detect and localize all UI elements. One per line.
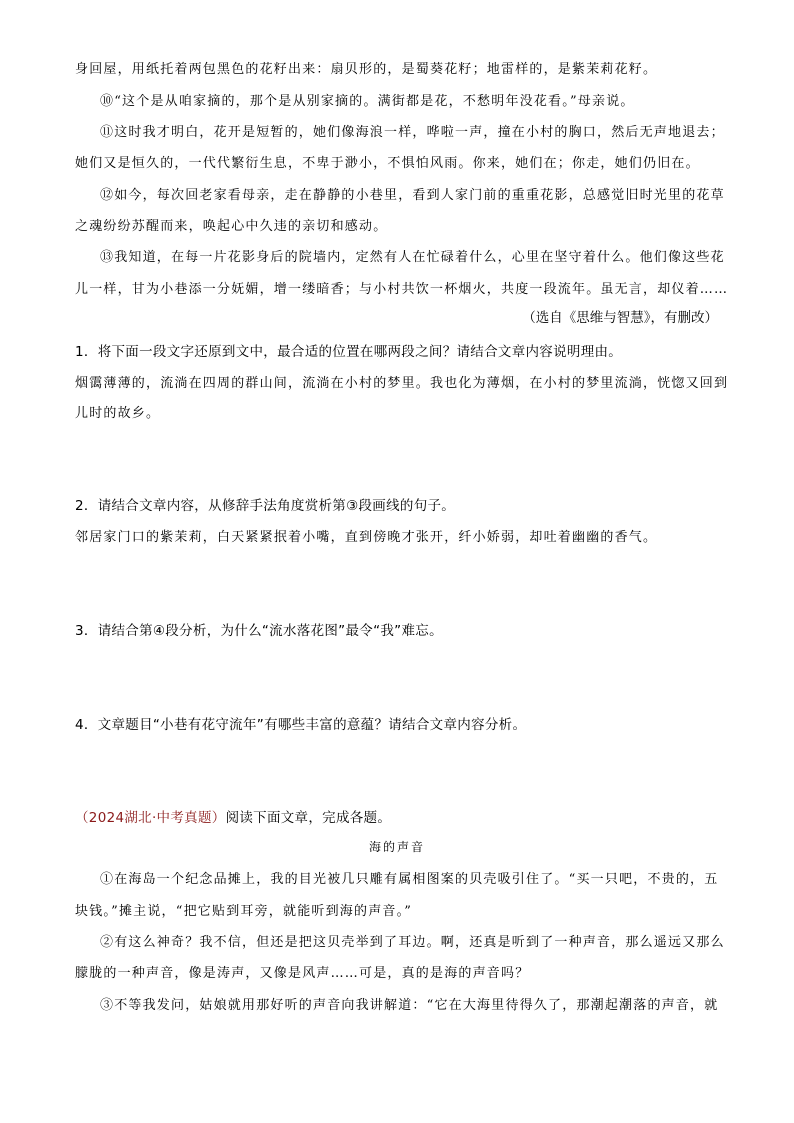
article-title: 海的声音 xyxy=(368,840,425,854)
exam-source-tag: （2024湖北·中考真题） xyxy=(75,810,226,826)
essay-paragraph-11: ⑪这时我才明白，花开是短暂的，她们像海浪一样，哗啦一声，撞在小村的胸口，然后无声地退去； xyxy=(100,125,725,140)
article-paragraph-2: ②有这么神奇？我不信，但还是把这贝壳举到了耳边。啊，还真是听到了一种声音，那么遥远又那么 xyxy=(100,935,725,950)
essay-paragraph-13: ⑬我知道，在每一片花影身后的院墙内，定然有人在忙碌着什么，心里在坚守着什么。他们像这些花 xyxy=(100,250,725,265)
question-1: 1．将下面一段文字还原到文中，最合适的位置在哪两段之间？请结合文章内容说明理由。 xyxy=(75,344,623,360)
essay-line: 她们又是恒久的，一代代繁衍生息，不卑于渺小，不惧怕风雨。你来，她们在；你走，她们仍旧在。 xyxy=(75,156,700,171)
essay-line: 之魂纷纷苏醒而来，唤起心中久违的亲切和感动。 xyxy=(75,219,388,234)
section-header xyxy=(75,806,391,826)
article-line: 朦胧的一种声音，像是涛声，又像是风声……可是，真的是海的声音吗？ xyxy=(75,966,530,981)
question-2: 2．请结合文章内容，从修辞手法角度赏析第③段画线的句子。 xyxy=(75,498,456,514)
essay-source: （选自《思维与智慧》，有删改） xyxy=(522,310,718,326)
question-3: 3．请结合第④段分析，为什么“流水落花图”最令“我”难忘。 xyxy=(75,623,443,639)
question-1-quote: 儿时的故乡。 xyxy=(75,406,161,421)
question-1-quote: 烟霭薄薄的，流淌在四周的群山间，流淌在小村的梦里。我也化为薄烟，在小村的梦里流淌，恍惚又回到 xyxy=(75,376,729,391)
question-4: 4．文章题目“小巷有花守流年”有哪些丰富的意蕴？请结合文章内容分析。 xyxy=(75,717,527,733)
article-paragraph-3: ③不等我发问，姑娘就用那好听的声音向我讲解道：“它在大海里待得久了，那潮起潮落的声音，就 xyxy=(100,998,719,1013)
article-line: 块钱。”摊主说，“把它贴到耳旁，就能听到海的声音。” xyxy=(75,904,413,919)
section-instruction: 阅读下面文章，完成各题。 xyxy=(225,810,392,826)
essay-line: 身回屋，用纸托着两包黑色的花籽出来：扇贝形的，是蜀葵花籽；地雷样的，是紫茉莉花籽。 xyxy=(75,62,658,77)
essay-paragraph-10: ⑩“这个是从咱家摘的，那个是从别家摘的。满街都是花，不愁明年没花看。”母亲说。 xyxy=(100,94,635,109)
essay-paragraph-12: ⑫如今，每次回老家看母亲，走在静静的小巷里，看到人家门前的重重花影，总感觉旧时光里的花草 xyxy=(100,188,725,203)
question-2-quote: 邻居家门口的紫茉莉，白天紧紧抿着小嘴，直到傍晚才张开，纤小娇弱，却吐着幽幽的香气。 xyxy=(75,530,658,545)
essay-line: 儿一样，甘为小巷添一分妩媚，增一缕暗香；与小村共饮一杯烟火，共度一段流年。虽无言，却仪着…… xyxy=(75,282,729,297)
article-paragraph-1: ①在海岛一个纪念品摊上，我的目光被几只雕有属相图案的贝壳吸引住了。“买一只吧，不贵的，五 xyxy=(100,872,719,887)
